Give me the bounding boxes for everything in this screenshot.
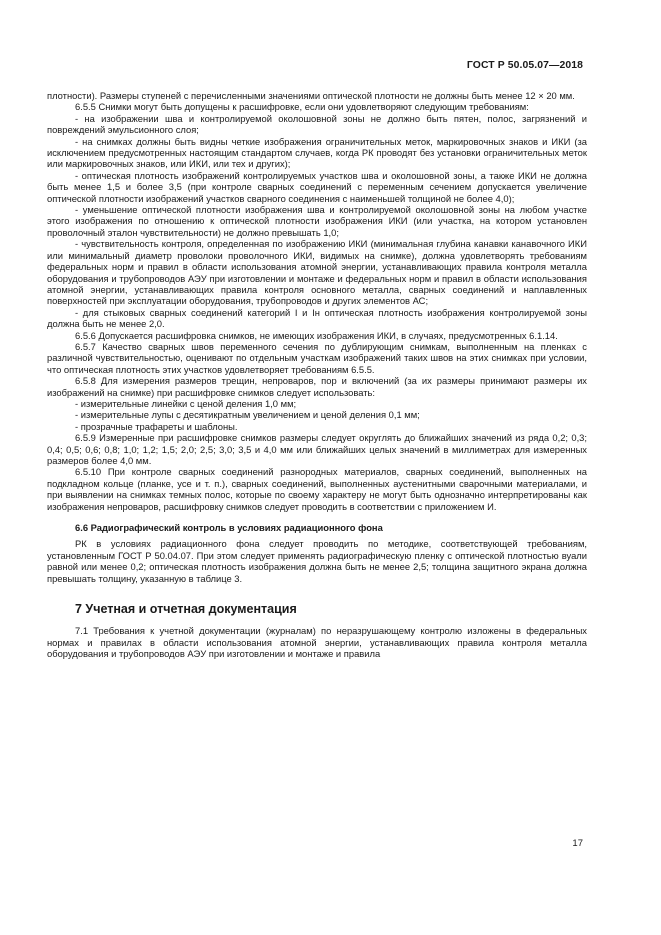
paragraph: плотности). Размеры ступеней с перечисленными значениями оптической плотности не должны быть менее 12 × 20 мм. (47, 90, 575, 101)
paragraph-6-5-9: 6.5.9 Измеренные при расшифровке снимков размеры следует округлять до ближайших значений из ряда 0,2; 0,3; 0,4; 0,5; 0,6; 0,8; 1,0; 1,2; 1,5; 2,0; 2,5; 3,0; 3,5 и 4,0 мм или ближайших целых значений в миллиметрах для измеренных размеров более 4,0 мм. (47, 432, 587, 466)
paragraph-6-5-10: 6.5.10 При контроле сварных соединений разнородных материалов, сварных соединений, выполненных на подкладном кольце (планке, усе и т. п.), сварных соединений, выполненных аустенитными сварочными материалами, и при выявлении на снимках темных полос, которые по своему характеру не могут быть однозначно интерпретированы как изображения непроваров, расшифровку снимков следует проводить в соответствии с приложением И. (47, 466, 587, 512)
list-item: - измерительные линейки с ценой деления 1,0 мм; (75, 397, 297, 409)
section-title-7: 7 Учетная и отчетная документация (75, 602, 297, 617)
paragraph-6-5-5: 6.5.5 Снимки могут быть допущены к расшифровке, если они удовлетворяют следующим требованиям: (75, 101, 529, 113)
list-item: - на изображении шва и контролируемой околошовной зоны не должно быть пятен, полос, загрязнений и повреждений эмульсионного слоя; (47, 112, 587, 136)
list-item: - измерительные лупы с десятикратным увеличением и ценой деления 0,1 мм; (75, 409, 420, 421)
paragraph-6-6: РК в условиях радиационного фона следует проводить по методике, соответствующей требованиям, установленным ГОСТ Р 50.04.07. При этом следует применять радиографическую пленку с оптической плотностью вуали равной или менее 0,2; оптическая плотность изображения должна быть не менее 2,5; толщина защитного экрана должна превышать толщину, указанную в таблице 3. (47, 538, 587, 584)
list-item: - прозрачные трафареты и шаблоны. (75, 420, 238, 432)
paragraph-6-5-6: 6.5.6 Допускается расшифровка снимков, не имеющих изображения ИКИ, в случаях, предусмотренных 6.1.14. (75, 329, 558, 341)
list-item: - уменьшение оптической плотности изображения шва и контролируемой околошовной зоны на любом участке этого изображения по отношению к оптической плотности изображения ИКИ (или участка, на котором установлен проволочный эталон чувствительности) не должно превышать 1,0; (47, 204, 587, 238)
page-number: 17 (572, 838, 583, 849)
page-content (47, 90, 587, 660)
list-item: - на снимках должны быть видны четкие изображения ограничительных меток, маркировочных знаков и ИКИ (за исключением предусмотренных настоящим стандартом случаев, когда РК проводят без установки ограничительных меток или маркировочных знаков, или ИКИ, или тех и других); (47, 135, 587, 170)
paragraph-7-1: 7.1 Требования к учетной документации (журналам) по неразрушающему контролю изложены в федеральных нормах и правилах в области использования атомной энергии, устанавливающих правила контроля металла оборудования и трубопроводов АЭУ при изготовлении и монтаже и правила (47, 625, 587, 660)
list-item: - оптическая плотность изображений контролируемых участков шва и околошовной зоны, а также ИКИ не должна быть менее 1,5 и более 3,5 (при контроле сварных соединений с переменным сечением допускается увеличение оптической плотности изображений участков сварного соединения с наименьшей толщиной не более 4,0); (47, 169, 587, 204)
subsection-title-6-6: 6.6 Радиографический контроль в условиях радиационного фона (75, 522, 383, 534)
paragraph-6-5-7: 6.5.7 Качество сварных швов переменного сечения по дублирующим снимкам, выполненным на пленках с различной чувствительностью, оценивают по отдельным участкам изображений таких швов на этих снимках при условии, что оптическая плотность этих участков удовлетворяет требованиям 6.5.5. (47, 340, 587, 375)
document-code-header: ГОСТ Р 50.05.07—2018 (466, 60, 583, 71)
list-item: - для стыковых сварных соединений категорий I и Iн оптическая плотность изображения контролируемой зоны должна быть не менее 2,0. (47, 306, 587, 330)
paragraph-6-5-8: 6.5.8 Для измерения размеров трещин, непроваров, пор и включений (за их размеры принимают размеры их изображений на снимке) при расшифровке снимков следует использовать: (47, 375, 587, 398)
list-item: - чувствительность контроля, определенная по изображению ИКИ (минимальная глубина канавки канавочного ИКИ или минимальный диаметр проволоки проволочного ИКИ, видимых на снимке), должна удовлетворять требованиям федеральных норм и правил в области использования атомной энергии, устанавливающих правила контроля металла оборудования и трубопроводов АЭУ при изготовлении и монтаже и федеральных норм и правил в области использования атомной энергии, устанавливающих правила контроля основного металла, сварных соединений и наплавленных поверхностей при эксплуатации оборудования, трубопроводов и других элементов АС; (47, 238, 587, 307)
